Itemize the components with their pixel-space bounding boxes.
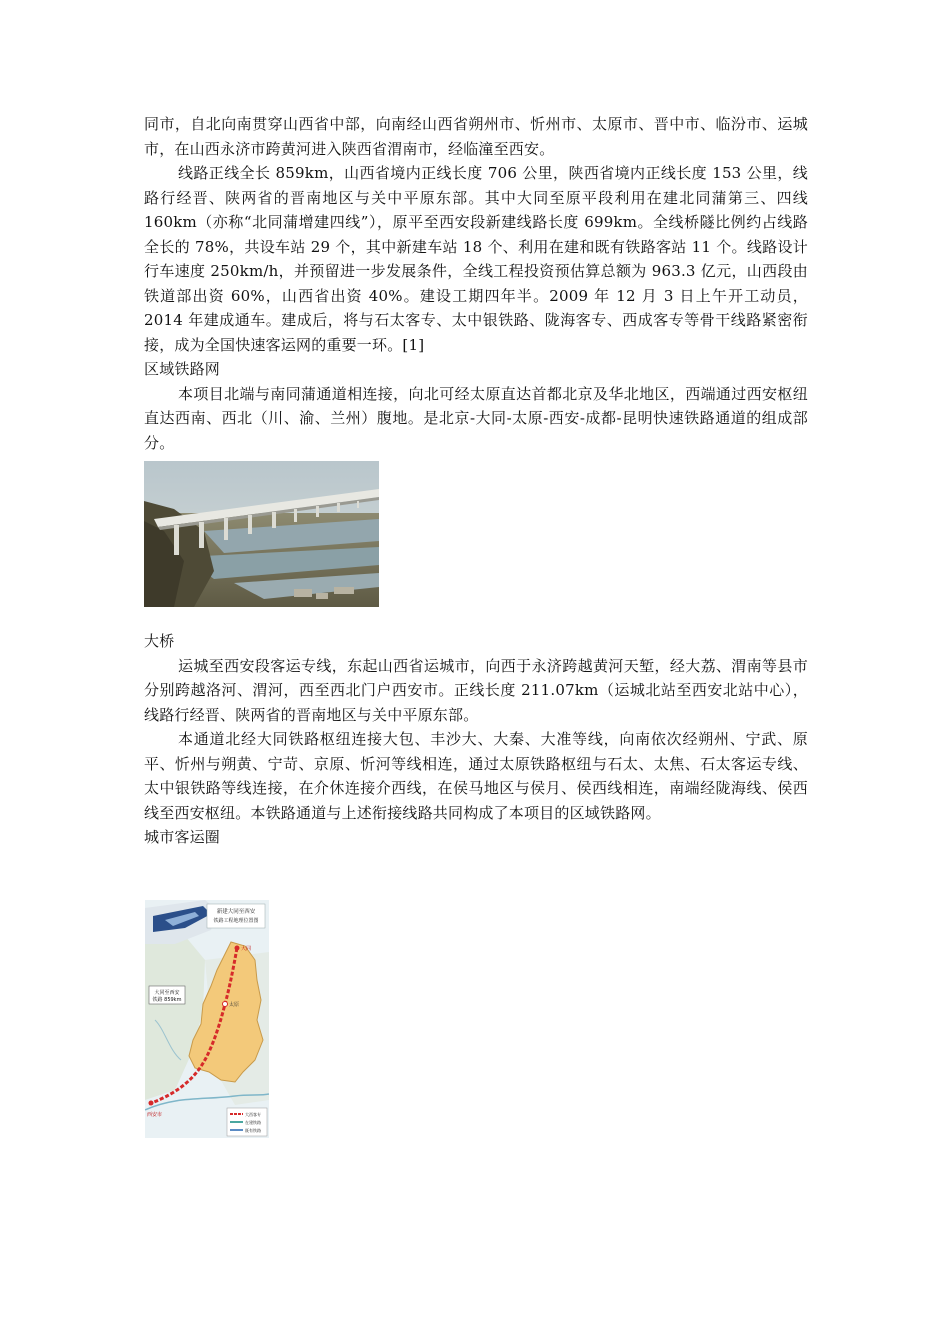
- map-title-line2: 铁路工程地理位置图: [213, 917, 259, 924]
- city-label-xian: 西安市: [147, 1111, 163, 1118]
- paragraph-route-continuation: 同市，自北向南贯穿山西省中部，向南经山西省朔州市、忻州市、太原市、晋中市、临汾市、运城市，在山西永济市跨黄河进入陕西省渭南市，经临潼至西安。: [144, 115, 808, 158]
- city-label-datong: 大同: [241, 945, 252, 952]
- heading-city-passenger-circle: 城市客运圈: [144, 828, 221, 846]
- paragraph-regional-network: 本项目北端与南同蒲通道相连接，向北可经太原直达首都北京及华北地区，西端通过西安枢纽直达西南、西北（川、渝、兰州）腹地。是北京-大同-太原-西安-成都-昆明快速铁路通道的组成部分。: [144, 384, 808, 452]
- paragraph-corridor-connections: 本通道北经大同铁路枢纽连接大包、丰沙大、大秦、大准等线，向南依次经朔州、宁武、原平、忻州与朔黄、宁苛、京原、忻河等线相连，通过太原铁路枢纽与石太、太焦、石太客运专线、太中银铁路等线连接，在介休连接介西线，在侯马地区与侯月、侯西线相连，南端经陇海线、侯西线至西安枢纽。本铁路通道与上述衔接线路共同构成了本项目的区域铁路网。: [144, 730, 808, 822]
- heading-bridge: 大桥: [144, 632, 175, 650]
- paragraph-route-details: 线路正线全长 859km，山西省境内正线长度 706 公里，陕西省境内正线长度 153 公里，线路行经晋、陕两省的晋南地区与关中平原东部。其中大同至原平段利用在建北同蒲第三、四线 160km（亦称“北同蒲增建四线”），原平至西安段新建线路长度 699km。全线桥隧比例约占线路全长的 78%，共设车站 29 个，其中新建车站 18 个、利用在建和既有铁路客站 11 个。线路设计行车速度 250km/h，并预留进一步发展条件，全线工程投资预估算总额为 963.3 亿元，山西段由铁道部出资 60%，山西省出资 40%。建设工期四年半。2009 年 12 月 3 日上午开工动员，2014 年建成通车。建成后，将与石太客专、太中银铁路、陇海客专、西成客专等骨干线路紧密衔接，成为全国快速客运网的重要一环。[1]: [144, 164, 808, 354]
- bridge-photo: [144, 461, 379, 607]
- heading-regional-railway-network: 区域铁路网: [144, 360, 221, 378]
- legend-item-3: 既有铁路: [245, 1127, 261, 1133]
- map-title-line1: 新建大同至西安: [216, 908, 256, 915]
- document-page: [144, 112, 808, 1138]
- route-callout-line2: 铁路 859km: [152, 996, 182, 1003]
- route-location-map: [145, 900, 269, 1138]
- route-callout-line1: 大同至西安: [154, 989, 180, 996]
- city-label-taiyuan: 太原: [229, 1001, 240, 1008]
- legend-item-2: 在建铁路: [245, 1119, 261, 1125]
- legend-item-1: 大西客专: [245, 1111, 261, 1117]
- paragraph-yuncheng-xian: 运城至西安段客运专线，东起山西省运城市，向西于永济跨越黄河天堑，经大荔、渭南等县市分别跨越洛河、渭河，西至西北门户西安市。正线长度 211.07km（运城北站至西安北站中心），线路行经晋、陕两省的晋南地区与关中平原东部。: [144, 656, 808, 724]
